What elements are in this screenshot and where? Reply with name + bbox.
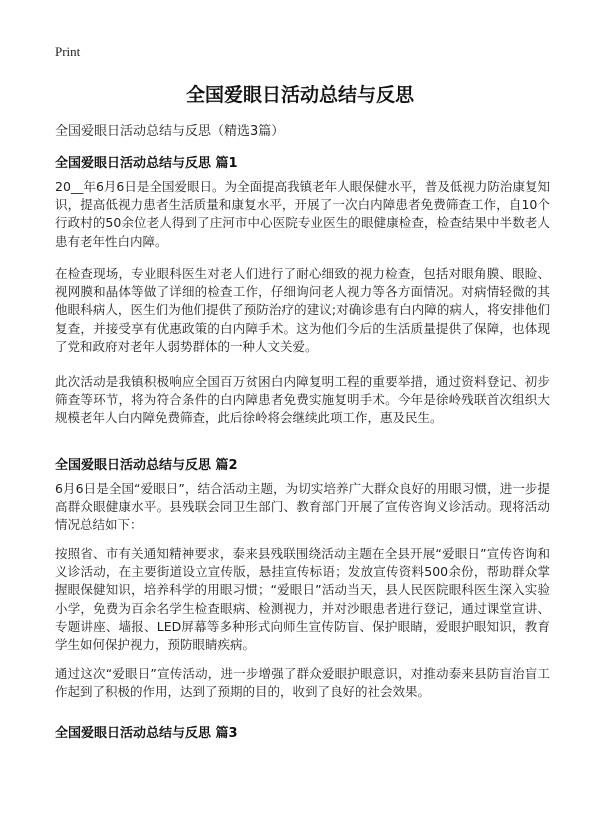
section-heading-3: 全国爱眼日活动总结与反思 篇3 bbox=[55, 726, 238, 741]
page-title: 全国爱眼日活动总结与反思 bbox=[185, 84, 414, 106]
section-2-paragraph-3: 通过这次“爱眼日”宣传活动，进一步增强了群众爱眼护眼意识，对推动泰来县防盲治盲工作起到了积极的作用，达到了预期的目的，收到了良好的社会效果。 bbox=[55, 666, 550, 700]
print-link[interactable]: Print bbox=[55, 44, 81, 59]
section-1-paragraph-1: 20__年6月6日是全国爱眼日。为全面提高我镇老年人眼保健水平，普及低视力防治康复知识，提高低视力患者生活质量和康复水平，开展了一次白内障患者免费筛查工作，自10个行政村的50余位老人得到了庄河市中心医院专业医生的眼健康检查，检查结果中半数老人患有老年性白内障。 bbox=[55, 179, 550, 249]
section-heading-2: 全国爱眼日活动总结与反思 篇2 bbox=[55, 458, 238, 473]
section-1-paragraph-2: 在检查现场，专业眼科医生对老人们进行了耐心细致的视力检查，包括对眼角膜、眼睑、视网膜和晶体等做了详细的检查工作，仔细询问老人视力等各方面情况。对病情轻微的其他眼科病人，医生们为他们提供了预防治疗的建议;对确诊患有白内障的病人，将安排他们复查，并接受享有优惠政策的白内障手术。这为他们今后的生活质量提供了保障，也体现了党和政府对老年人弱势群体的一种人文关爱。 bbox=[55, 266, 550, 354]
section-heading-1: 全国爱眼日活动总结与反思 篇1 bbox=[55, 156, 238, 171]
section-2-paragraph-2: 按照省、市有关通知精神要求，泰来县残联围绕活动主题在全县开展“爱眼日”宣传咨询和义诊活动，在主要街道设立宣传版，悬挂宣传标语；发放宣传资料500余份，帮助群众掌握眼保健知识，培养科学的用眼习惯；“爱眼日”活动当天，县人民医院眼科医生深入实验小学，免费为百余名学生检查眼病、检测视力，并对沙眼患者进行登记，通过课堂宣讲、专题讲座、墙报、LED屏幕等多种形式向师生宣传防盲、保护眼睛，爱眼护眼知识，教育学生如何保护视力，预防眼睛疾病。 bbox=[55, 546, 550, 653]
section-1-paragraph-3: 此次活动是我镇积极响应全国百万贫困白内障复明工程的重要举措，通过资料登记、初步筛查等环节，将为符合条件的白内障患者免费实施复明手术。今年是徐岭残联首次组织大规模老年人白内障免费筛查，此后徐岭将会继续此项工作，惠及民生。 bbox=[55, 374, 550, 426]
section-2-paragraph-1: 6月6日是全国“爱眼日”，结合活动主题，为切实培养广大群众良好的用眼习惯，进一步提高群众眼健康水平。县残联会同卫生部门、教育部门开展了宣传咨询义诊活动。现将活动情况总结如下： bbox=[55, 481, 550, 533]
document-subtitle: 全国爱眼日活动总结与反思（精选3篇） bbox=[55, 124, 285, 139]
